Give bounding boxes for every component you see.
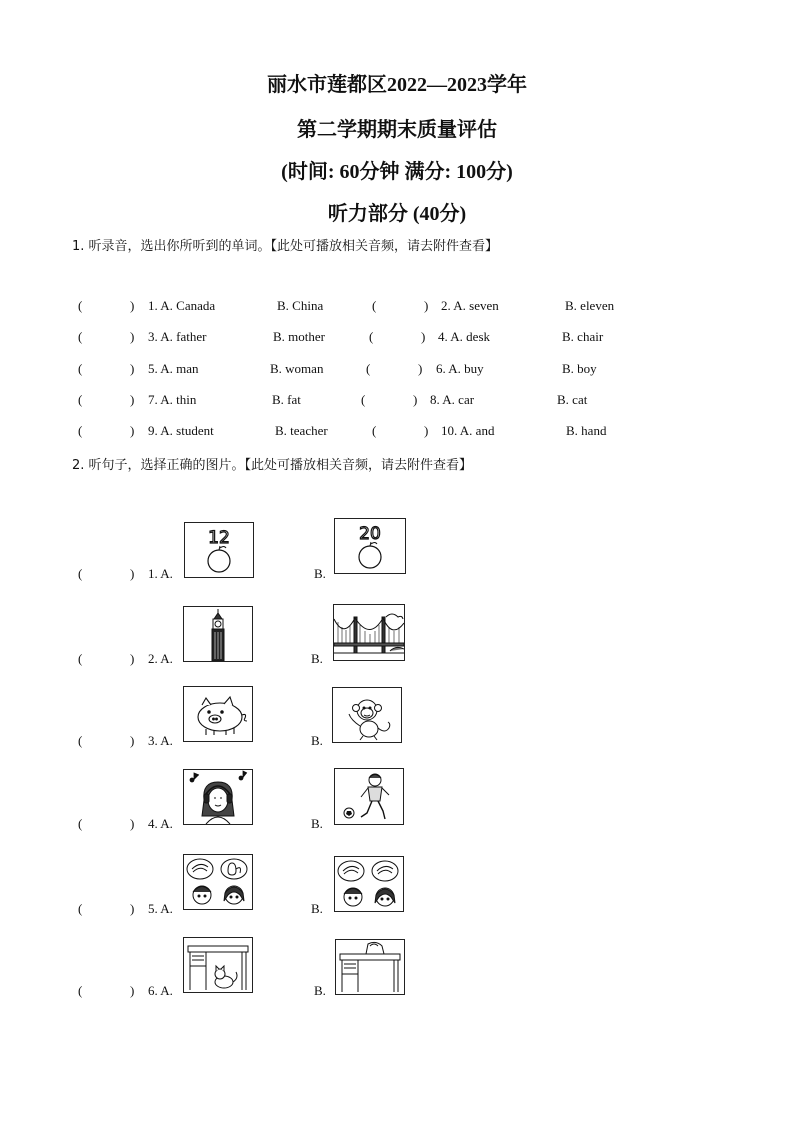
answer-paren-open: (	[78, 423, 83, 438]
thought-bubble-icon	[187, 859, 213, 879]
price-label: 12	[208, 528, 230, 548]
answer-paren-open: (	[372, 298, 377, 313]
thought-bubble-icon	[338, 861, 364, 881]
option-a: 5. A. man	[148, 361, 199, 376]
golden-gate-bridge-picture	[333, 604, 405, 661]
answer-paren-close: )	[413, 392, 418, 407]
option-b-label: B.	[311, 651, 323, 666]
answer-paren-close: )	[424, 423, 429, 438]
option-b: B. cat	[557, 392, 588, 407]
option-b-label: B.	[314, 566, 326, 581]
answer-paren-close: )	[130, 423, 135, 438]
answer-paren-close: )	[130, 651, 135, 666]
answer-paren-open: (	[78, 816, 83, 831]
option-b: B. chair	[562, 329, 604, 344]
answer-paren-open: (	[78, 361, 83, 376]
music-note-icon	[190, 771, 247, 782]
question-1-instruction: 1. 听录音，选出你所听到的单词。【此处可播放相关音频，请去附件查看】	[72, 239, 499, 254]
answer-paren-close: )	[130, 329, 135, 344]
kids-food-picture-b	[334, 856, 404, 912]
option-b: B. boy	[562, 361, 597, 376]
clock-tower-icon	[212, 609, 224, 661]
answer-paren-open: (	[78, 298, 83, 313]
option-b: B. teacher	[275, 423, 328, 438]
answer-paren-open: (	[369, 329, 374, 344]
option-a: 8. A. car	[430, 392, 475, 407]
pig-icon	[198, 697, 247, 735]
option-b: B. eleven	[565, 298, 615, 313]
apple-icon	[208, 550, 230, 572]
answer-paren-close: )	[424, 298, 429, 313]
option-a-label: 6. A.	[148, 983, 173, 998]
answer-paren-close: )	[130, 361, 135, 376]
big-ben-picture	[183, 606, 253, 662]
answer-paren-close: )	[130, 566, 135, 581]
option-b: B. woman	[270, 361, 324, 376]
option-b: B. hand	[566, 423, 607, 438]
option-b-label: B.	[311, 816, 323, 831]
answer-paren-open: (	[361, 392, 366, 407]
answer-paren-open: (	[78, 329, 83, 344]
apple-twenty-picture	[334, 518, 406, 574]
option-a: 9. A. student	[148, 423, 214, 438]
exam-time-score: (时间: 60分钟 满分: 100分)	[281, 161, 513, 183]
option-a: 7. A. thin	[148, 392, 197, 407]
option-b-label: B.	[311, 733, 323, 748]
answer-paren-open: (	[366, 361, 371, 376]
option-a: 6. A. buy	[436, 361, 484, 376]
answer-paren-open: (	[78, 901, 83, 916]
answer-paren-close: )	[130, 983, 135, 998]
apple-twelve-picture	[184, 522, 254, 578]
answer-paren-close: )	[130, 392, 135, 407]
answer-paren-close: )	[130, 901, 135, 916]
girl-music-picture	[183, 769, 253, 825]
girl-headphones-icon	[202, 782, 234, 824]
section-heading: 听力部分 (40分)	[327, 203, 467, 225]
option-a: 3. A. father	[148, 329, 207, 344]
option-a-label: 2. A.	[148, 651, 173, 666]
option-a-label: 5. A.	[148, 901, 173, 916]
answer-paren-open: (	[78, 392, 83, 407]
football-icon	[344, 808, 354, 818]
answer-paren-close: )	[418, 361, 423, 376]
answer-paren-close: )	[130, 816, 135, 831]
option-b: B. fat	[272, 392, 301, 407]
answer-paren-close: )	[130, 733, 135, 748]
cat-under-desk-picture	[183, 937, 253, 993]
option-b: B. China	[277, 298, 324, 313]
desk-icon	[340, 954, 400, 992]
option-a: 1. A. Canada	[148, 298, 216, 313]
answer-paren-open: (	[78, 983, 83, 998]
answer-paren-close: )	[130, 298, 135, 313]
option-b-label: B.	[311, 901, 323, 916]
desk-picture	[335, 939, 405, 995]
monkey-icon	[349, 700, 390, 740]
answer-paren-open: (	[78, 566, 83, 581]
question-2-instruction: 2. 听句子，选择正确的图片。【此处可播放相关音频，请去附件查看】	[72, 458, 473, 473]
option-a: 2. A. seven	[441, 298, 499, 313]
boy-playing-football-icon	[361, 774, 389, 819]
monkey-picture	[332, 687, 402, 743]
answer-paren-open: (	[78, 651, 83, 666]
exam-title: 丽水市莲都区2022—2023学年	[267, 74, 527, 96]
answer-paren-open: (	[372, 423, 377, 438]
bridge-icon	[334, 614, 404, 653]
option-a-label: 1. A.	[148, 566, 173, 581]
kids-food-picture-a	[183, 854, 253, 910]
option-a-label: 3. A.	[148, 733, 173, 748]
option-b-label: B.	[314, 983, 326, 998]
bag-icon	[366, 942, 384, 954]
option-b: B. mother	[273, 329, 325, 344]
cat-icon	[215, 966, 237, 988]
answer-paren-open: (	[78, 733, 83, 748]
price-label: 20	[359, 524, 381, 544]
option-a: 4. A. desk	[438, 329, 490, 344]
apple-icon	[359, 546, 381, 568]
option-a: 10. A. and	[441, 423, 495, 438]
thought-bubble-icon	[372, 861, 398, 881]
option-a-label: 4. A.	[148, 816, 173, 831]
pig-picture	[183, 686, 253, 742]
boy-football-picture	[334, 768, 404, 825]
exam-subtitle: 第二学期期末质量评估	[297, 119, 497, 141]
answer-paren-close: )	[421, 329, 426, 344]
